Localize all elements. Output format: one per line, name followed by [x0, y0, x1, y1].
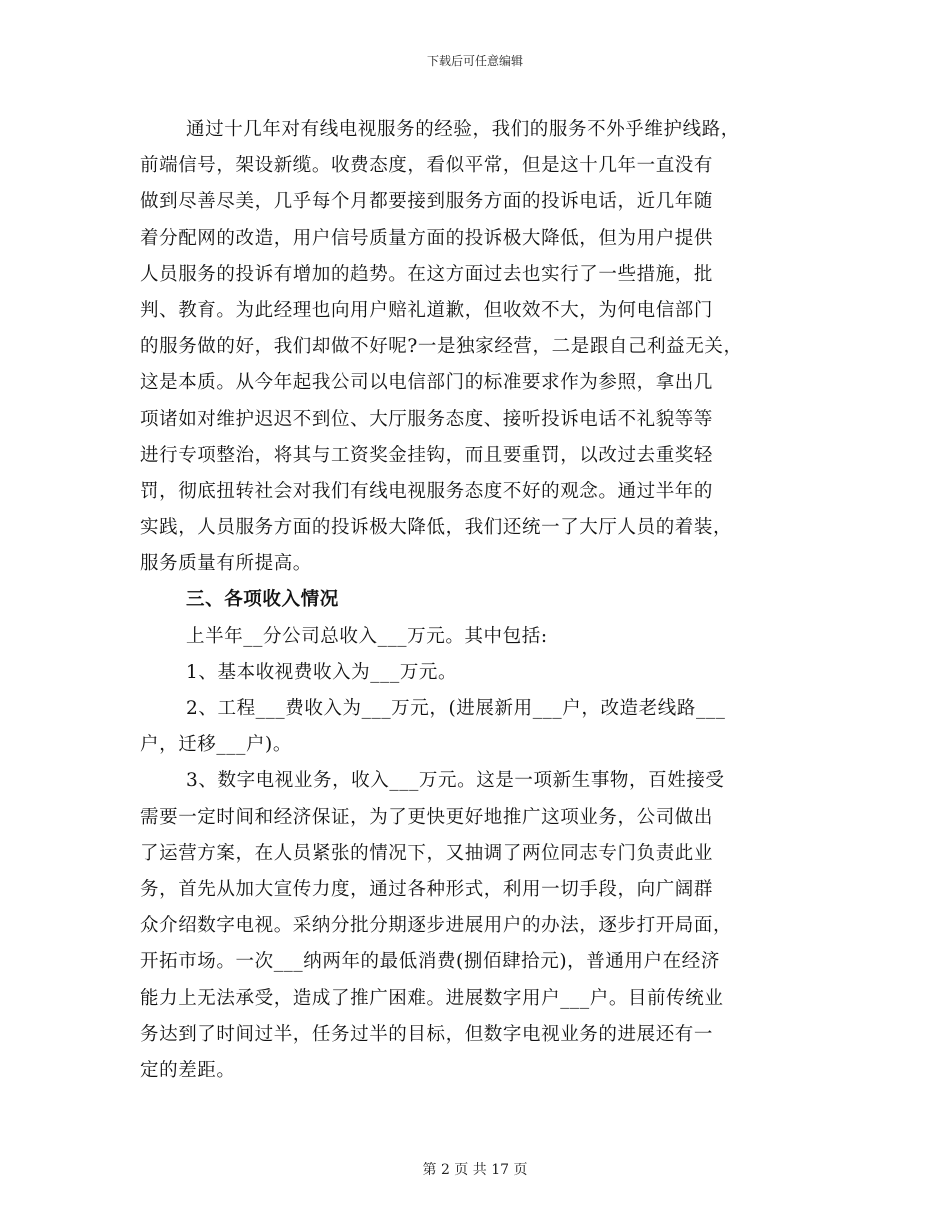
text-line: 务，首先从加大宣传力度，通过各种形式，利用一切手段，向广阔群: [140, 878, 714, 900]
text-line: 1、基本收视费收入为___万元。: [186, 661, 458, 683]
text-line: 众介绍数字电视。采纳分批分期逐步进展用户的办法，逐步打开局面，: [140, 915, 733, 937]
text-line: 开拓市场。一次___纳两年的最低消费(捌佰肆拾元)，普通用户在经济: [140, 951, 720, 973]
text-line: 前端信号，架设新缆。收费态度，看似平常，但是这十几年一直没有: [140, 155, 714, 177]
text-line: 需要一定时间和经济保证，为了更快更好地推广这项业务，公司做出: [140, 806, 714, 828]
text-line: 3、数字电视业务，收入___万元。这是一项新生事物，百姓接受: [186, 770, 725, 792]
page-header-note: 下载后可任意编辑: [426, 54, 523, 68]
text-line: 能力上无法承受，造成了推广困难。进展数字用户___户。目前传统业: [140, 987, 724, 1009]
text-line: 服务质量有所提高。: [140, 553, 312, 575]
text-line: 罚，彻底扭转社会对我们有线电视服务态度不好的观念。通过半年的: [140, 480, 714, 502]
document-body: [140, 112, 816, 1089]
page-number: 第 2 页 共 17 页: [422, 1162, 528, 1178]
section-heading: 三、各项收入情况: [186, 589, 339, 611]
text-line: 这是本质。从今年起我公司以电信部门的标准要求作为参照，拿出几: [140, 372, 714, 394]
text-line: 2、工程___费收入为___万元，(进展新用___户，改造老线路___: [186, 698, 726, 719]
text-line: 判、教育。为此经理也向用户赔礼道歉，但收效不大，为何电信部门: [140, 299, 714, 321]
text-line: 的服务做的好，我们却做不好呢?一是独家经营，二是跟自己利益无关，: [140, 336, 743, 358]
text-line: 通过十几年对有线电视服务的经验，我们的服务不外乎维护线路，: [186, 119, 740, 140]
text-line: 务达到了时间过半，任务过半的目标，但数字电视业务的进展还有一: [140, 1023, 714, 1045]
text-line: 着分配网的改造，用户信号质量方面的投诉极大降低，但为用户提供: [140, 227, 714, 249]
text-line: 户，迁移___户)。: [140, 734, 292, 756]
text-line: 进行专项整治，将其与工资奖金挂钩，而且要重罚，以改过去重奖轻: [140, 444, 714, 466]
text-line: 做到尽善尽美，几乎每个月都要接到服务方面的投诉电话，近几年随: [140, 191, 714, 213]
text-line: 定的差距。: [140, 1059, 236, 1081]
text-line: 上半年__分公司总收入___万元。其中包括:: [186, 625, 548, 647]
text-line: 项诸如对维护迟迟不到位、大厅服务态度、接听投诉电话不礼貌等等: [140, 408, 714, 430]
text-line: 实践，人员服务方面的投诉极大降低，我们还统一了大厅人员的着装，: [140, 517, 733, 539]
text-line: 人员服务的投诉有增加的趋势。在这方面过去也实行了一些措施，批: [140, 263, 714, 285]
text-line: 了运营方案，在人员紧张的情况下，又抽调了两位同志专门负责此业: [140, 842, 714, 864]
